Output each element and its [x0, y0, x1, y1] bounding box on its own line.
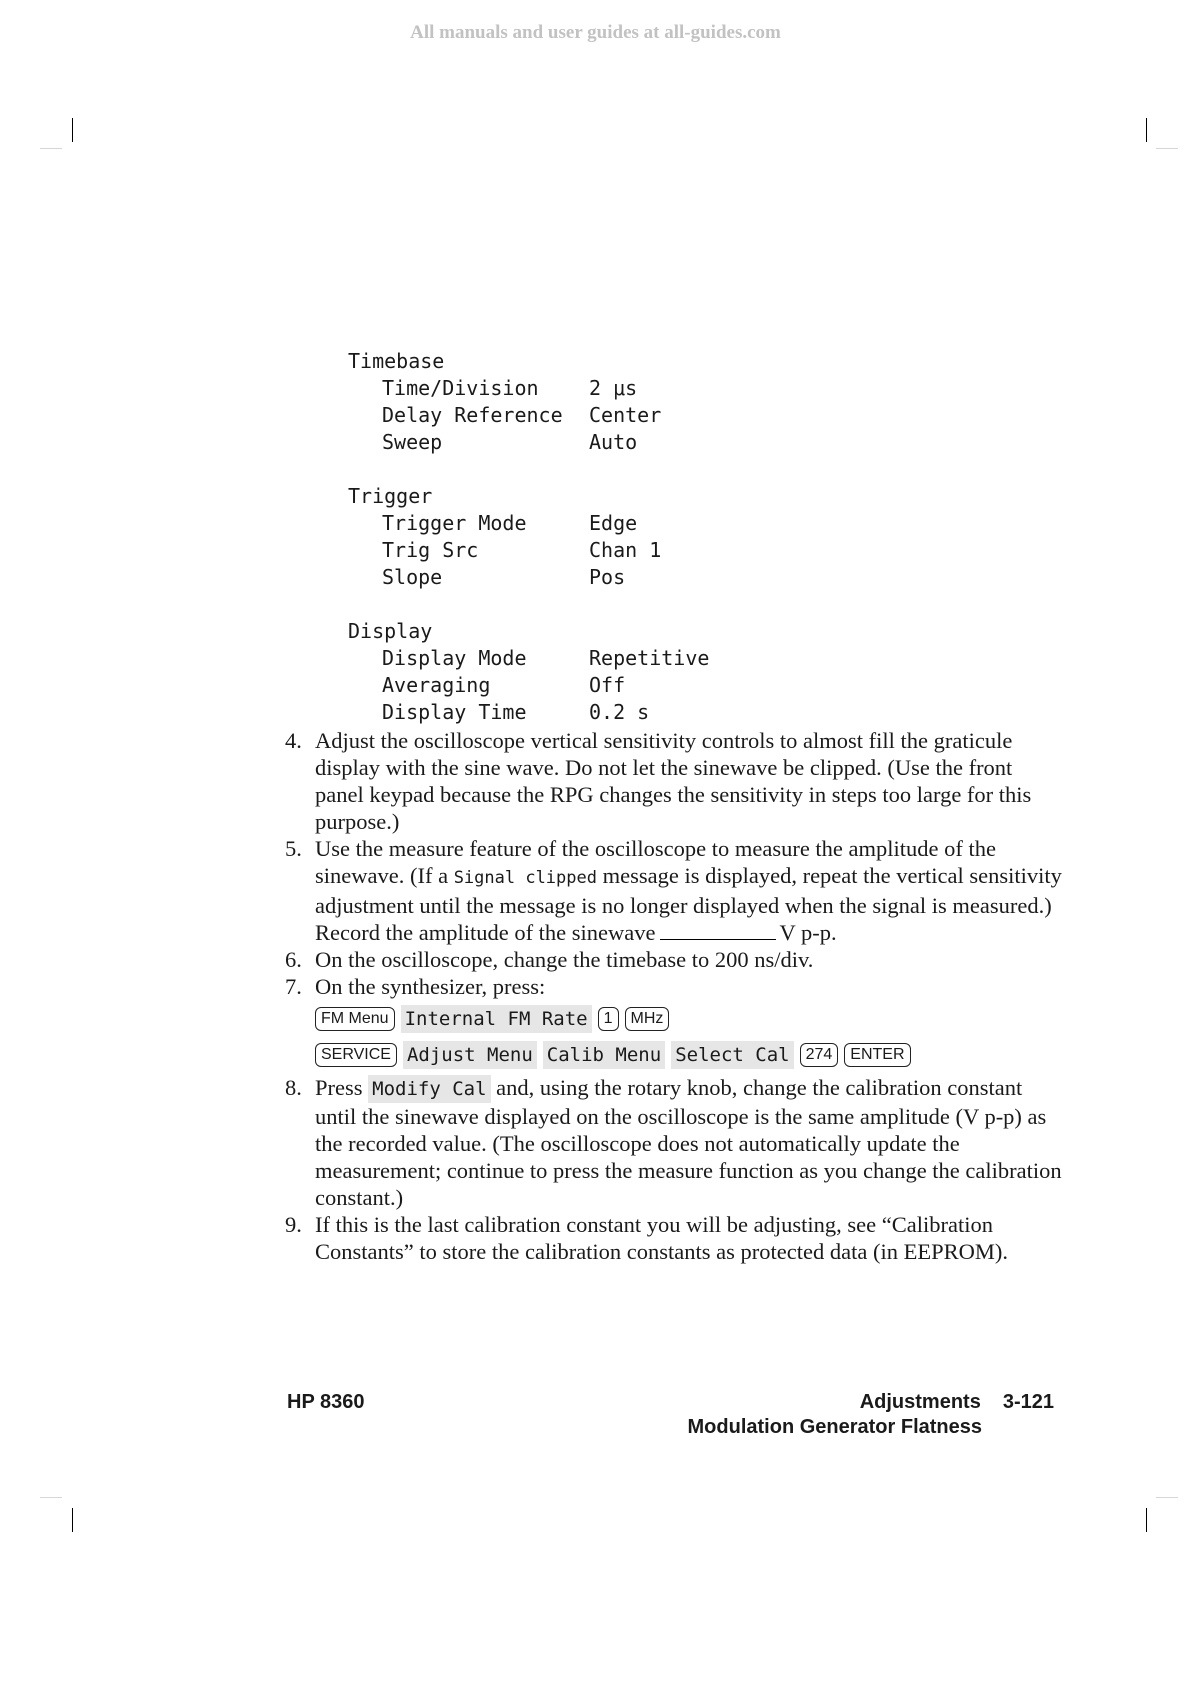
setting-row	[348, 402, 709, 429]
step-number: 5.	[285, 836, 302, 861]
step-8	[285, 1074, 1065, 1211]
setting-key: Display Time	[382, 700, 527, 724]
digit-1-key[interactable]: 1	[598, 1007, 619, 1031]
step-number: 4.	[285, 728, 302, 753]
setting-value: 0.2 s	[589, 700, 650, 724]
step-number: 7.	[285, 974, 302, 999]
step-text-a: Use the measure feature of the oscilloscope to measure the amplitude of the sinewave. (If a	[315, 836, 996, 888]
step-text: On the synthesizer, press:	[315, 974, 546, 999]
setting-row	[348, 510, 709, 537]
step-number: 8.	[285, 1075, 302, 1100]
step-6	[285, 946, 1065, 973]
setting-row	[348, 672, 709, 699]
display-message: Signal clipped	[453, 868, 597, 888]
setting-key: Slope	[382, 565, 443, 589]
adjust-menu-softkey[interactable]: Adjust Menu	[403, 1041, 537, 1069]
crop-mark-bottom-left	[72, 1508, 73, 1532]
setting-row	[348, 564, 709, 591]
setting-key: Display Mode	[382, 646, 527, 670]
crop-mark-top-right-h	[1156, 148, 1178, 149]
setting-row	[348, 699, 709, 726]
step-text-b: message is displayed, repeat the vertical sensitivity adjustment until the message is no longer displayed when the signal is measured.)	[315, 863, 1062, 918]
settings-group-display	[348, 618, 709, 726]
step-4	[285, 727, 1065, 835]
step-text: On the oscilloscope, change the timebase to 200 ns/div.	[315, 947, 814, 972]
group-title: Display	[348, 619, 433, 643]
mhz-key[interactable]: MHz	[625, 1007, 670, 1031]
settings-group-timebase	[348, 348, 709, 456]
record-line	[315, 919, 1065, 946]
crop-mark-bottom-right	[1146, 1508, 1147, 1532]
calib-menu-softkey[interactable]: Calib Menu	[543, 1041, 665, 1069]
crop-mark-top-left	[72, 118, 73, 142]
setting-key: Time/Division	[382, 376, 539, 400]
footer-model: HP 8360	[287, 1391, 365, 1413]
record-text: Record the amplitude of the sinewave	[315, 920, 656, 945]
setting-value: Off	[589, 673, 626, 697]
group-title: Timebase	[348, 349, 445, 373]
key-sequence-2	[315, 1038, 1065, 1072]
setting-row	[348, 645, 709, 672]
step-number: 6.	[285, 947, 302, 972]
step-text	[315, 835, 1065, 919]
modify-cal-softkey[interactable]: Modify Cal	[368, 1075, 490, 1103]
key-sequence-1	[315, 1002, 1065, 1036]
internal-fm-rate-softkey[interactable]: Internal FM Rate	[401, 1005, 592, 1033]
crop-mark-top-left-h	[40, 148, 62, 149]
step-text-a: Press	[315, 1075, 363, 1100]
step-text: Adjust the oscilloscope vertical sensitivity controls to almost fill the graticule display with the sine wave. Do not let the sinewave be clipped. (Use the front panel keypad because the RPG changes the sensitivity in steps too large for this purpose.)	[315, 728, 1032, 834]
footer-section	[860, 1391, 1054, 1414]
setting-row	[348, 375, 709, 402]
record-blank[interactable]	[660, 921, 776, 940]
step-number: 9.	[285, 1212, 302, 1237]
setting-key: Trig Src	[382, 538, 479, 562]
select-cal-softkey[interactable]: Select Cal	[671, 1041, 793, 1069]
setting-key: Delay Reference	[382, 403, 563, 427]
step-5	[285, 835, 1065, 946]
setting-row	[348, 429, 709, 456]
record-unit: V p-p.	[779, 920, 837, 945]
setting-value: Auto	[589, 430, 638, 454]
setting-key: Sweep	[382, 430, 443, 454]
service-key[interactable]: SERVICE	[315, 1043, 397, 1067]
procedure-steps	[285, 727, 1065, 1265]
step-7	[285, 973, 1065, 1074]
setting-value: 2 μs	[589, 376, 638, 400]
setting-value: Center	[589, 403, 662, 427]
fm-menu-key[interactable]: FM Menu	[315, 1007, 395, 1031]
digits-274-key[interactable]: 274	[800, 1043, 839, 1067]
crop-mark-bottom-left-h	[40, 1497, 62, 1498]
setting-row	[348, 537, 709, 564]
step-text	[315, 1074, 1065, 1211]
setting-key: Trigger Mode	[382, 511, 527, 535]
crop-mark-bottom-right-h	[1156, 1497, 1178, 1498]
crop-mark-top-right	[1146, 118, 1147, 142]
page-number: 3-121	[1002, 1391, 1054, 1413]
step-text: If this is the last calibration constant you will be adjusting, see “Calibration Constants” to store the calibration constants as protected data (in EEPROM).	[315, 1212, 1008, 1264]
setting-value: Pos	[589, 565, 626, 589]
step-9	[285, 1211, 1065, 1265]
setting-value: Edge	[589, 511, 638, 535]
setting-value: Repetitive	[589, 646, 710, 670]
watermark: All manuals and user guides at all-guides.com	[410, 22, 781, 43]
step-text-b: and, using the rotary knob, change the calibration constant until the sinewave displayed on the oscilloscope is the same amplitude (V p-p) as the recorded value. (The oscilloscope does not automatically update the measurement; continue to press the measure function as you change the calibration constant.)	[315, 1075, 1062, 1210]
setting-value: Chan 1	[589, 538, 662, 562]
setting-key: Averaging	[382, 673, 491, 697]
enter-key[interactable]: ENTER	[844, 1043, 910, 1067]
oscilloscope-settings	[348, 348, 709, 726]
settings-group-trigger	[348, 483, 709, 591]
footer-subsection: Modulation Generator Flatness	[687, 1416, 982, 1438]
group-title: Trigger	[348, 484, 433, 508]
footer-section-title: Adjustments	[859, 1391, 981, 1413]
